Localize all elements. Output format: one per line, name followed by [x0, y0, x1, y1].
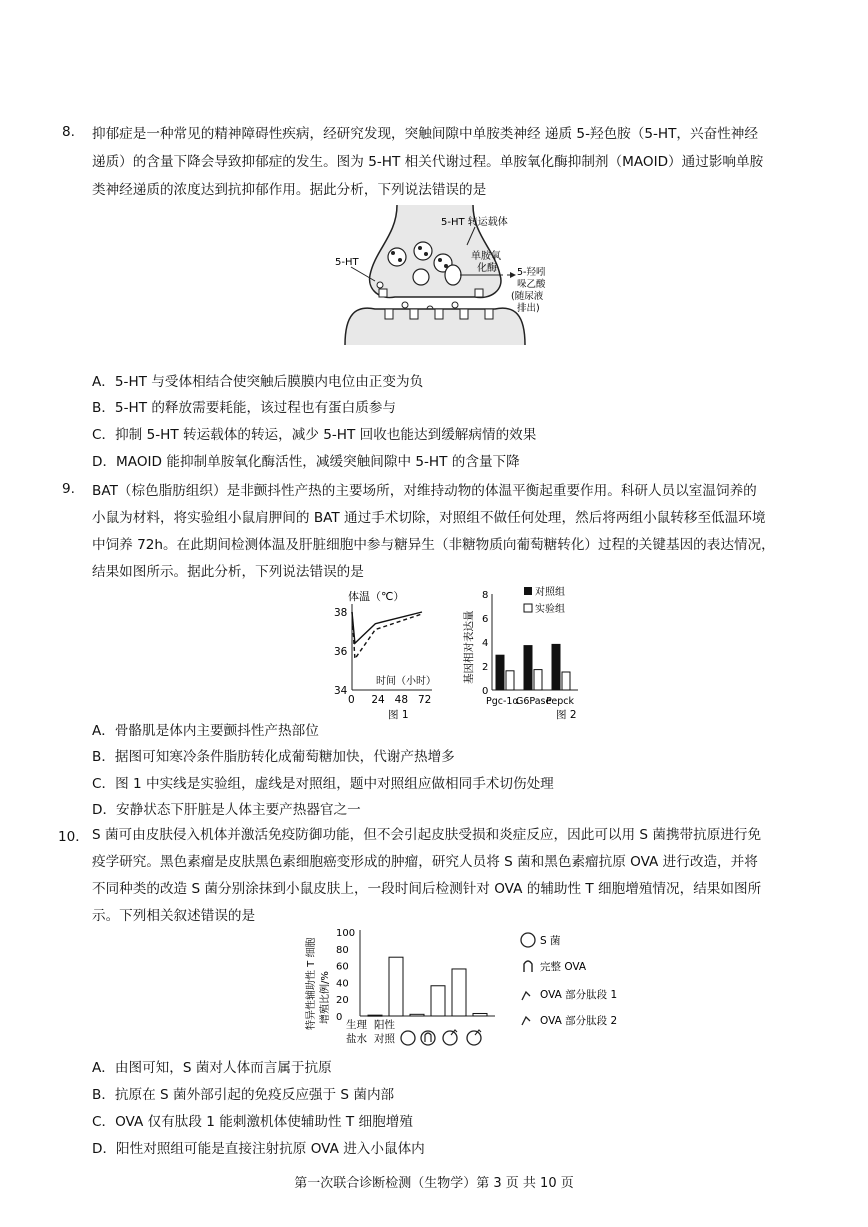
- y-tick-label: 6: [482, 614, 489, 625]
- x-axis-label: 时间（小时）: [376, 676, 436, 687]
- metabolite-label: 排出): [517, 303, 540, 314]
- question-text-line: 小鼠为材料，将实验组小鼠肩胛间的 BAT 通过手术切除，对照组不做任何处理，然后将两组小鼠转移至低温环境: [92, 510, 766, 526]
- x-label-peptide1-icon: [443, 1030, 457, 1045]
- bar-experiment: [562, 672, 570, 690]
- bar: [473, 1013, 487, 1016]
- x-label-full-ova-icon: [421, 1031, 435, 1045]
- question-text-line: 疫学研究。黑色素瘤是皮肤黑色素细胞癌变形成的肿瘤，研究人员将 S 菌和黑色素瘤抗原 OVA 进行改造，并将: [92, 854, 758, 870]
- bar: [452, 969, 466, 1016]
- y-tick-label: 0: [482, 686, 489, 697]
- option-d: D．安静状态下肝脏是人体主要产热器官之一: [92, 802, 361, 818]
- y-tick-label: 0: [336, 1012, 343, 1023]
- bar-control: [496, 655, 504, 690]
- y-tick-label: 36: [334, 646, 348, 658]
- metabolite-label: 哚乙酸: [517, 279, 546, 290]
- legend-label: 实验组: [535, 604, 565, 615]
- legend-label: 对照组: [535, 587, 565, 598]
- bar-control: [552, 644, 560, 690]
- y-tick-label: 40: [336, 978, 349, 990]
- bar: [368, 1015, 382, 1016]
- y-tick-label: 8: [482, 590, 489, 601]
- option-a: A．由图可知，S 菌对人体而言属于抗原: [92, 1060, 332, 1076]
- legend-label: 完整 OVA: [540, 961, 587, 973]
- t-cell-proliferation-chart: [300, 920, 650, 1055]
- transporter-label: 5-HT 转运载体: [441, 217, 508, 228]
- y-tick-label: 2: [482, 662, 489, 673]
- bar: [431, 986, 445, 1016]
- y-tick-label: 80: [336, 944, 349, 956]
- metabolite-label: 5-羟吲: [517, 267, 546, 278]
- question-text-line: S 菌可由皮肤侵入机体并激活免疫防御功能，但不会引起皮肤受损和炎症反应，因此可以用 S 菌携带抗原进行免: [92, 827, 762, 843]
- question-number: 8.: [62, 124, 75, 140]
- bar-experiment: [534, 670, 542, 690]
- y-tick-label: 20: [336, 995, 349, 1007]
- option-b: B．据图可知寒冷条件脂肪转化成葡萄糖加快，代谢产热增多: [92, 749, 455, 765]
- option-a: A．5-HT 与受体相结合使突触后膜膜内电位由正变为负: [92, 374, 424, 390]
- x-label-saline: 盐水: [346, 1033, 367, 1045]
- bar-control: [524, 646, 532, 690]
- x-label-positive: 阳性: [374, 1019, 395, 1031]
- option-d: D．阳性对照组可能是直接注射抗原 OVA 进入小鼠体内: [92, 1141, 425, 1157]
- option-a: A．骨骼肌是体内主要颤抖性产热部位: [92, 723, 319, 739]
- option-b: B．抗原在 S 菌外部引起的免疫反应强于 S 菌内部: [92, 1087, 395, 1103]
- question-text-line: 示。下列相关叙述错误的是: [92, 908, 256, 924]
- enzyme-label: 化酶: [477, 263, 497, 274]
- x-tick-label: G6Pase: [516, 696, 552, 707]
- question-text-line: 不同种类的改造 S 菌分别涂抹到小鼠皮肤上，一段时间后检测针对 OVA 的辅助性 T 细胞增殖情况，结果如图所: [92, 881, 762, 897]
- body-temperature-chart: [320, 588, 460, 723]
- x-label-positive: 对照: [374, 1033, 395, 1045]
- y-axis-label: 特异性辅助性 T 细胞: [306, 937, 317, 1030]
- page-footer: 第一次联合诊断检测（生物学）第 3 页 共 10 页: [294, 1176, 574, 1191]
- x-label-saline: 生理: [346, 1019, 367, 1031]
- option-c: C．OVA 仅有肽段 1 能刺激机体使辅助性 T 细胞增殖: [92, 1114, 413, 1130]
- question-text-line: 抑郁症是一种常见的精神障碍性疾病，经研究发现，突触间隙中单胺类神经 递质 5-羟色胺（5-HT，兴奋性神经: [92, 126, 758, 142]
- chart-caption: 图 1: [388, 709, 409, 721]
- x-tick-label: 72: [418, 694, 432, 706]
- question-text-line: 结果如图所示。据此分析，下列说法错误的是: [92, 564, 364, 580]
- x-tick-label: Pepck: [546, 696, 574, 707]
- gene-expression-chart: [460, 584, 610, 724]
- series-line-solid: [352, 612, 422, 643]
- ht-label: 5-HT: [335, 257, 359, 268]
- legend-swatch-control: [524, 587, 532, 595]
- y-tick-label: 60: [336, 961, 349, 973]
- x-tick-label: 48: [394, 694, 409, 706]
- enzyme-label: 单胺氧: [471, 251, 501, 262]
- bar: [389, 957, 403, 1016]
- legend-peptide1-icon: [522, 992, 530, 1000]
- x-label-peptide2-icon: [467, 1030, 481, 1045]
- synapse-diagram: [335, 205, 555, 355]
- question-number: 10．: [58, 829, 89, 845]
- question-text-line: 类神经递质的浓度达到抗抑郁作用。据此分析，下列说法错误的是: [92, 182, 487, 198]
- question-text-line: 中饲养 72h。在此期间检测体温及肝脏细胞中参与糖异生（非糖物质向葡萄糖转化）过程的关键基因的表达情况，: [92, 537, 775, 553]
- legend-swatch-experiment: [524, 604, 532, 612]
- question-text-line: 递质）的含量下降会导致抑郁症的发生。图为 5-HT 相关代谢过程。单胺氧化酶抑制剂（MAOID）通过影响单胺: [92, 154, 764, 170]
- y-axis-label: 基因相对表达量: [463, 610, 475, 684]
- y-axis-label: 体温（℃）: [348, 590, 405, 603]
- option-c: C．抑制 5-HT 转运载体的转运，减少 5-HT 回收也能达到缓解病情的效果: [92, 427, 537, 443]
- x-tick-label: 24: [371, 694, 385, 706]
- legend-label: OVA 部分肽段 2: [540, 1015, 618, 1027]
- metabolite-label: (随尿液: [511, 291, 544, 302]
- question-text-line: BAT（棕色脂肪组织）是非颤抖性产热的主要场所，对维持动物的体温平衡起重要作用。科研人员以室温饲养的: [92, 483, 757, 499]
- option-b: B．5-HT 的释放需要耗能，该过程也有蛋白质参与: [92, 400, 397, 416]
- legend-label: OVA 部分肽段 1: [540, 989, 618, 1001]
- y-tick-label: 34: [334, 685, 348, 697]
- x-tick-label: Pgc-1α: [486, 696, 519, 707]
- legend-peptide2-icon: [522, 1017, 530, 1025]
- legend-full-ova-icon: [524, 961, 532, 972]
- bar-experiment: [506, 671, 514, 690]
- y-axis-label: 增殖比例/%: [320, 971, 331, 1024]
- option-d: D．MAOID 能抑制单胺氧化酶活性，减缓突触间隙中 5-HT 的含量下降: [92, 454, 520, 470]
- legend-s-bacteria-icon: [521, 933, 535, 947]
- option-c: C．图 1 中实线是实验组，虚线是对照组，题中对照组应做相同手术切伤处理: [92, 776, 554, 792]
- question-number: 9.: [62, 481, 75, 497]
- x-tick-label: 0: [348, 694, 355, 706]
- bar: [410, 1014, 424, 1016]
- y-tick-label: 38: [334, 607, 348, 619]
- chart-caption: 图 2: [556, 709, 577, 721]
- y-tick-label: 4: [482, 638, 489, 649]
- legend-label: S 菌: [540, 935, 561, 947]
- x-label-s-bacteria-icon: [401, 1031, 415, 1045]
- y-tick-label: 100: [336, 928, 356, 939]
